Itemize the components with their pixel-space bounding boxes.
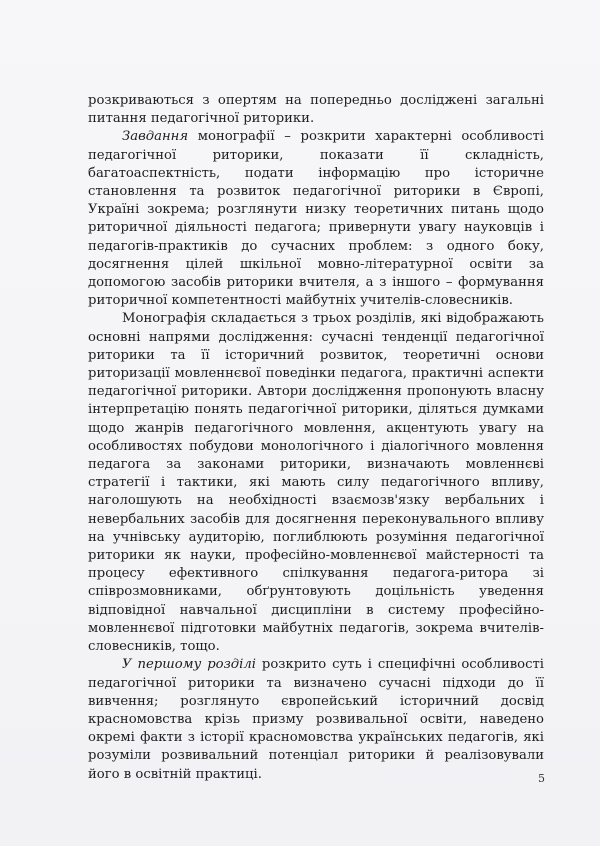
paragraph-4-text: розкрито суть і специфічні особливості педагогічної риторики та визначено сучасні підходи до її вивчення; розглянуто європейський історичний досвід красномовства крізь призму розвивальної освіти, наведено окремі факти з історії красномовства українських педагогів, які розуміли розвивальний потенціал риторики й реалізовували його в освітній практиці. <box>88 657 545 782</box>
paragraph-4 <box>88 656 544 783</box>
page-number: 5 <box>538 772 545 785</box>
paragraph-2-text: монографії – розкрити характерні особливості педагогічної риторики, показати її складність, багатоаспектність, подати інформацію про історичне становлення та розвиток педагогічної риторики в Європі, Україні зокрема; розглянути низку теоретичних питань щодо риторичної діяльності педагога; привернути увагу науковців і педагогів-практиків до сучасних проблем: з одного боку, досягнення цілей шкільної мовно-літературної освіти за допомогою засобів риторики вчителя, а з іншого – формування риторичної компетентності майбутніх учителів-словесників. <box>88 129 544 309</box>
paragraph-3 <box>88 310 544 656</box>
paragraph-2-lead: Завдання <box>122 129 189 145</box>
paragraph-1 <box>88 92 544 128</box>
paragraph-1-text: розкриваються з опертям на попередньо досліджені загальні питання педагогічної риторики. <box>88 93 544 127</box>
body-text <box>88 92 544 784</box>
paragraph-2 <box>88 128 544 310</box>
paragraph-4-lead: У першому розділі <box>122 657 256 673</box>
paragraph-3-text: Монографія складається з трьох розділів, які відображають основні напрями дослідження: сучасні тенденції педагогічної риторики та її історичний розвиток, теоретичні основи риторизації мовленнєвої поведінки педагога, практичні аспекти педагогічної риторики. Автори дослідження пропонують власну інтерпретацію понять педагогічної риторики, діляться думками щодо жанрів педагогічного мовлення, акцентують увагу на особливостях побудови монологічного і діалогічного мовлення педагога за законами риторики, визначають мовленнєві стратегії і тактики, які мають силу педагогічного впливу, наголошують на необхідності взаємозв'язку вербальних і невербальних засобів для досягнення переконувального впливу на учнівську аудиторію, поглиблюють розуміння педагогічної риторики як науки, професійно-мовленнєвої майстерності та процесу ефективного спілкування педагога-ритора зі співрозмовниками, обґрунтовують доцільність уведення відповідної навчальної дисципліни в систему професійно-мовленнєвої підготовки майбутніх педагогів, зокрема вчителів-словесників, тощо. <box>88 311 544 655</box>
